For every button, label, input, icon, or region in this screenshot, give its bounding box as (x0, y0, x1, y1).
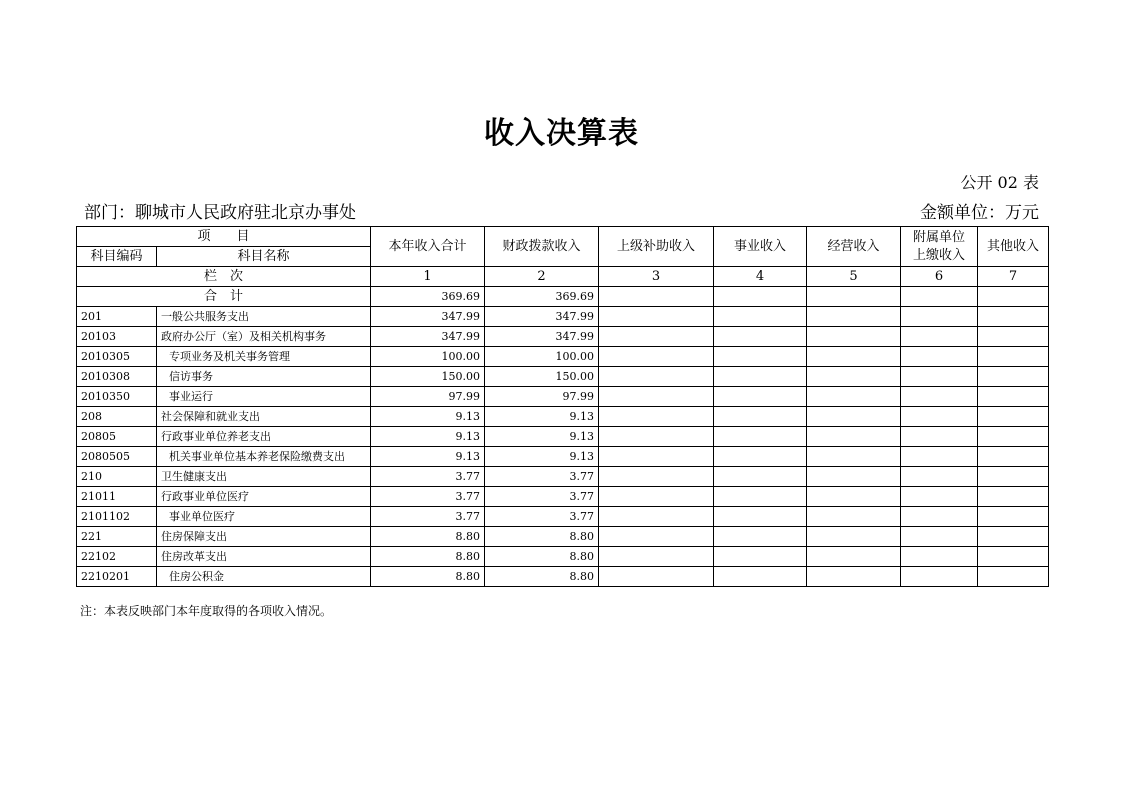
superior-subsidy-cell (599, 487, 714, 507)
business-income-cell (714, 547, 807, 567)
affiliated-unit-cell (901, 527, 978, 547)
subject-name: 住房保障支出 (157, 527, 371, 547)
superior-subsidy-cell (599, 407, 714, 427)
superior-subsidy-cell (599, 547, 714, 567)
header-col3: 上级补助收入 (599, 227, 714, 267)
table-row (77, 367, 1049, 387)
subject-name: 专项业务及机关事务管理 (157, 347, 371, 367)
subject-code: 21011 (77, 487, 157, 507)
col-num-2: 2 (485, 267, 599, 287)
other-income-cell (978, 527, 1049, 547)
affiliated-unit-cell (901, 487, 978, 507)
subject-code: 221 (77, 527, 157, 547)
table-note: 注：本表反映部门本年度取得的各项收入情况。 (80, 604, 333, 618)
total-income-cell: 8.80 (371, 547, 485, 567)
header-col6: 附属单位上缴收入 (901, 227, 978, 267)
business-income-cell (714, 467, 807, 487)
other-income-cell (978, 407, 1049, 427)
header-row-1 (77, 227, 1049, 247)
subject-code: 2010308 (77, 367, 157, 387)
total-col1: 369.69 (371, 287, 485, 307)
affiliated-unit-cell (901, 307, 978, 327)
other-income-cell (978, 307, 1049, 327)
other-income-cell (978, 547, 1049, 567)
total-label: 合 计 (77, 287, 371, 307)
header-col2: 财政拨款收入 (485, 227, 599, 267)
operating-income-cell (807, 467, 901, 487)
other-income-cell (978, 367, 1049, 387)
subject-name: 行政事业单位医疗 (157, 487, 371, 507)
superior-subsidy-cell (599, 527, 714, 547)
superior-subsidy-cell (599, 387, 714, 407)
superior-subsidy-cell (599, 507, 714, 527)
header-name: 科目名称 (157, 247, 371, 267)
subject-code: 210 (77, 467, 157, 487)
subject-name: 住房公积金 (157, 567, 371, 587)
total-income-cell: 347.99 (371, 327, 485, 347)
table-row (77, 487, 1049, 507)
table-row (77, 567, 1049, 587)
table-row (77, 527, 1049, 547)
business-income-cell (714, 367, 807, 387)
operating-income-cell (807, 527, 901, 547)
business-income-cell (714, 307, 807, 327)
subject-code: 20103 (77, 327, 157, 347)
operating-income-cell (807, 407, 901, 427)
affiliated-unit-cell (901, 447, 978, 467)
operating-income-cell (807, 347, 901, 367)
business-income-cell (714, 447, 807, 467)
total-col2: 369.69 (485, 287, 599, 307)
fiscal-appropriation-cell: 9.13 (485, 407, 599, 427)
subject-code: 2210201 (77, 567, 157, 587)
total-col7 (978, 287, 1049, 307)
affiliated-unit-cell (901, 467, 978, 487)
fiscal-appropriation-cell: 3.77 (485, 487, 599, 507)
subject-code: 2010350 (77, 387, 157, 407)
affiliated-unit-cell (901, 567, 978, 587)
subject-name: 事业运行 (157, 387, 371, 407)
other-income-cell (978, 427, 1049, 447)
table-row (77, 407, 1049, 427)
fiscal-appropriation-cell: 3.77 (485, 507, 599, 527)
business-income-cell (714, 567, 807, 587)
operating-income-cell (807, 307, 901, 327)
total-income-cell: 3.77 (371, 507, 485, 527)
total-col3 (599, 287, 714, 307)
business-income-cell (714, 327, 807, 347)
business-income-cell (714, 527, 807, 547)
department-label: 部门：聊城市人民政府驻北京办事处 (84, 203, 356, 223)
table-row (77, 387, 1049, 407)
subject-name: 政府办公厅（室）及相关机构事务 (157, 327, 371, 347)
col-num-5: 5 (807, 267, 901, 287)
fiscal-appropriation-cell: 150.00 (485, 367, 599, 387)
operating-income-cell (807, 567, 901, 587)
fiscal-appropriation-cell: 347.99 (485, 327, 599, 347)
total-income-cell: 3.77 (371, 487, 485, 507)
affiliated-unit-cell (901, 347, 978, 367)
business-income-cell (714, 427, 807, 447)
business-income-cell (714, 387, 807, 407)
superior-subsidy-cell (599, 447, 714, 467)
subject-name: 行政事业单位养老支出 (157, 427, 371, 447)
subject-code: 22102 (77, 547, 157, 567)
affiliated-unit-cell (901, 387, 978, 407)
subject-name: 一般公共服务支出 (157, 307, 371, 327)
income-statement-table (76, 226, 1049, 587)
table-row (77, 327, 1049, 347)
subject-code: 201 (77, 307, 157, 327)
other-income-cell (978, 387, 1049, 407)
column-number-row (77, 267, 1049, 287)
total-income-cell: 347.99 (371, 307, 485, 327)
business-income-cell (714, 347, 807, 367)
superior-subsidy-cell (599, 307, 714, 327)
fiscal-appropriation-cell: 347.99 (485, 307, 599, 327)
other-income-cell (978, 507, 1049, 527)
row-label: 栏 次 (77, 267, 371, 287)
operating-income-cell (807, 547, 901, 567)
header-item: 项 目 (77, 227, 371, 247)
superior-subsidy-cell (599, 347, 714, 367)
business-income-cell (714, 487, 807, 507)
table-row (77, 307, 1049, 327)
total-col5 (807, 287, 901, 307)
total-income-cell: 3.77 (371, 467, 485, 487)
fiscal-appropriation-cell: 9.13 (485, 427, 599, 447)
business-income-cell (714, 407, 807, 427)
header-col1: 本年收入合计 (371, 227, 485, 267)
col-num-3: 3 (599, 267, 714, 287)
header-col5: 经营收入 (807, 227, 901, 267)
operating-income-cell (807, 387, 901, 407)
form-number: 公开 02 表 (960, 173, 1039, 192)
total-income-cell: 9.13 (371, 447, 485, 467)
subject-code: 2080505 (77, 447, 157, 467)
superior-subsidy-cell (599, 427, 714, 447)
superior-subsidy-cell (599, 367, 714, 387)
fiscal-appropriation-cell: 97.99 (485, 387, 599, 407)
other-income-cell (978, 447, 1049, 467)
business-income-cell (714, 507, 807, 527)
total-income-cell: 8.80 (371, 567, 485, 587)
subject-name: 信访事务 (157, 367, 371, 387)
page-title: 收入决算表 (484, 116, 639, 151)
total-col4 (714, 287, 807, 307)
table-row (77, 427, 1049, 447)
affiliated-unit-cell (901, 327, 978, 347)
other-income-cell (978, 347, 1049, 367)
table-row (77, 347, 1049, 367)
col-num-6: 6 (901, 267, 978, 287)
header-col4: 事业收入 (714, 227, 807, 267)
col-num-4: 4 (714, 267, 807, 287)
operating-income-cell (807, 427, 901, 447)
table-row (77, 507, 1049, 527)
total-income-cell: 100.00 (371, 347, 485, 367)
total-income-cell: 150.00 (371, 367, 485, 387)
operating-income-cell (807, 507, 901, 527)
other-income-cell (978, 487, 1049, 507)
subject-code: 20805 (77, 427, 157, 447)
fiscal-appropriation-cell: 3.77 (485, 467, 599, 487)
subject-code: 2010305 (77, 347, 157, 367)
affiliated-unit-cell (901, 427, 978, 447)
total-col6 (901, 287, 978, 307)
other-income-cell (978, 327, 1049, 347)
operating-income-cell (807, 487, 901, 507)
total-row (77, 287, 1049, 307)
total-income-cell: 9.13 (371, 407, 485, 427)
operating-income-cell (807, 447, 901, 467)
fiscal-appropriation-cell: 8.80 (485, 567, 599, 587)
superior-subsidy-cell (599, 467, 714, 487)
fiscal-appropriation-cell: 8.80 (485, 527, 599, 547)
affiliated-unit-cell (901, 547, 978, 567)
affiliated-unit-cell (901, 367, 978, 387)
fiscal-appropriation-cell: 9.13 (485, 447, 599, 467)
data-rows (77, 307, 1049, 587)
amount-unit-label: 金额单位：万元 (920, 203, 1039, 223)
other-income-cell (978, 567, 1049, 587)
table-row (77, 467, 1049, 487)
fiscal-appropriation-cell: 100.00 (485, 347, 599, 367)
table-row (77, 447, 1049, 467)
col-num-1: 1 (371, 267, 485, 287)
operating-income-cell (807, 367, 901, 387)
total-income-cell: 8.80 (371, 527, 485, 547)
superior-subsidy-cell (599, 567, 714, 587)
col-num-7: 7 (978, 267, 1049, 287)
fiscal-appropriation-cell: 8.80 (485, 547, 599, 567)
subject-name: 社会保障和就业支出 (157, 407, 371, 427)
subject-name: 住房改革支出 (157, 547, 371, 567)
other-income-cell (978, 467, 1049, 487)
subject-name: 事业单位医疗 (157, 507, 371, 527)
affiliated-unit-cell (901, 507, 978, 527)
total-income-cell: 9.13 (371, 427, 485, 447)
header-code: 科目编码 (77, 247, 157, 267)
subject-name: 机关事业单位基本养老保险缴费支出 (157, 447, 371, 467)
subject-name: 卫生健康支出 (157, 467, 371, 487)
total-income-cell: 97.99 (371, 387, 485, 407)
subject-code: 208 (77, 407, 157, 427)
subject-code: 2101102 (77, 507, 157, 527)
header-col7: 其他收入 (978, 227, 1049, 267)
operating-income-cell (807, 327, 901, 347)
superior-subsidy-cell (599, 327, 714, 347)
table-row (77, 547, 1049, 567)
affiliated-unit-cell (901, 407, 978, 427)
